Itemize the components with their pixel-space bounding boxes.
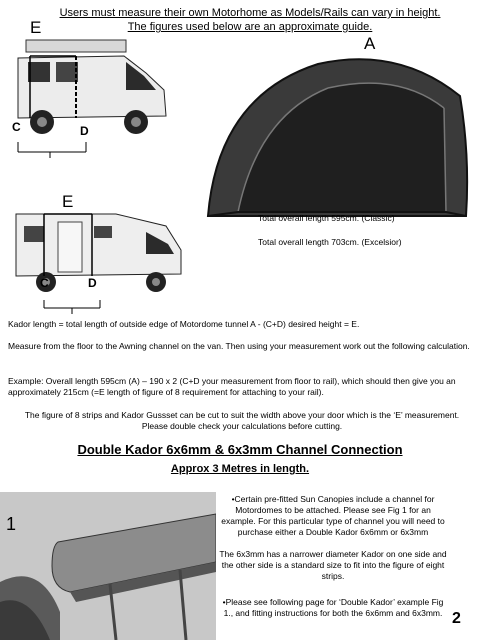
label-a: A xyxy=(364,34,376,53)
length-classic: Total overall length 595cm. (Classic) xyxy=(258,213,395,223)
coachbuilt-illustration xyxy=(6,192,206,317)
awning-illustration xyxy=(198,36,478,226)
section-title: Double Kador 6x6mm & 6x3mm Channel Connection xyxy=(77,442,403,457)
header-line-2: The figures used below are an approximate guide. xyxy=(127,21,373,33)
section-subtitle: Approx 3 Metres in length. xyxy=(170,463,310,475)
label-c-top: C xyxy=(12,120,21,134)
label-d-bottom: D xyxy=(88,276,97,290)
example-paragraph: Example: Overall length 595cm (A) – 190 x 2 (C+D your measurement from floor to rail), which should then give you an approximately 215cm (=E length of figure of 8 requirement for attaching to your rail). xyxy=(8,376,456,397)
label-e-top: E xyxy=(30,18,42,37)
formula-paragraph: Kador length = total length of outside edge of Motordome tunnel A - (C+D) desired height = E. xyxy=(8,319,360,329)
fig1-photo xyxy=(0,492,216,640)
narrow-kador-info: The 6x3mm has a narrower diameter Kador on one side and the other side is a standard size to fit into the figure of eight strips. xyxy=(219,549,447,581)
length-excelsior: Total overall length 703cm. (Excelsior) xyxy=(258,237,402,247)
camper-van-illustration xyxy=(6,18,196,178)
measure-paragraph: Measure from the floor to the Awning channel on the van. Then using your measurement work out the following calculation. xyxy=(8,341,470,351)
awning-image xyxy=(198,36,478,226)
label-e-bottom: E xyxy=(62,192,74,211)
page-number: 2 xyxy=(452,610,461,627)
coachbuilt-diagram xyxy=(6,192,206,317)
sun-canopy-channel-illustration xyxy=(0,492,216,640)
header-line-1: Users must measure their own Motorhome as Models/Rails can vary in height. xyxy=(59,7,441,19)
label-d-top: D xyxy=(80,124,89,138)
channel-info: •Certain pre-fitted Sun Canopies include a channel for Motordomes to be attached. Please see Fig 1 for an example. For this particular type of channel you will need to purchase either a Double Kador 6x6mm or 6x3mm xyxy=(221,494,445,537)
camper-van-diagram xyxy=(6,18,196,178)
fig1-label: 1 xyxy=(6,514,17,534)
following-page-info: •Please see following page for ‘Double Kador’ example Fig 1., and fitting instructions for both the 6x6mm and 6x3mm. xyxy=(222,597,444,618)
cutting-paragraph: The figure of 8 strips and Kador Gussset can be cut to suit the width above your door which is the ‘E’ measurement. Please double check your calculations before cutting. xyxy=(24,410,460,431)
label-c-bottom: C xyxy=(40,276,49,290)
